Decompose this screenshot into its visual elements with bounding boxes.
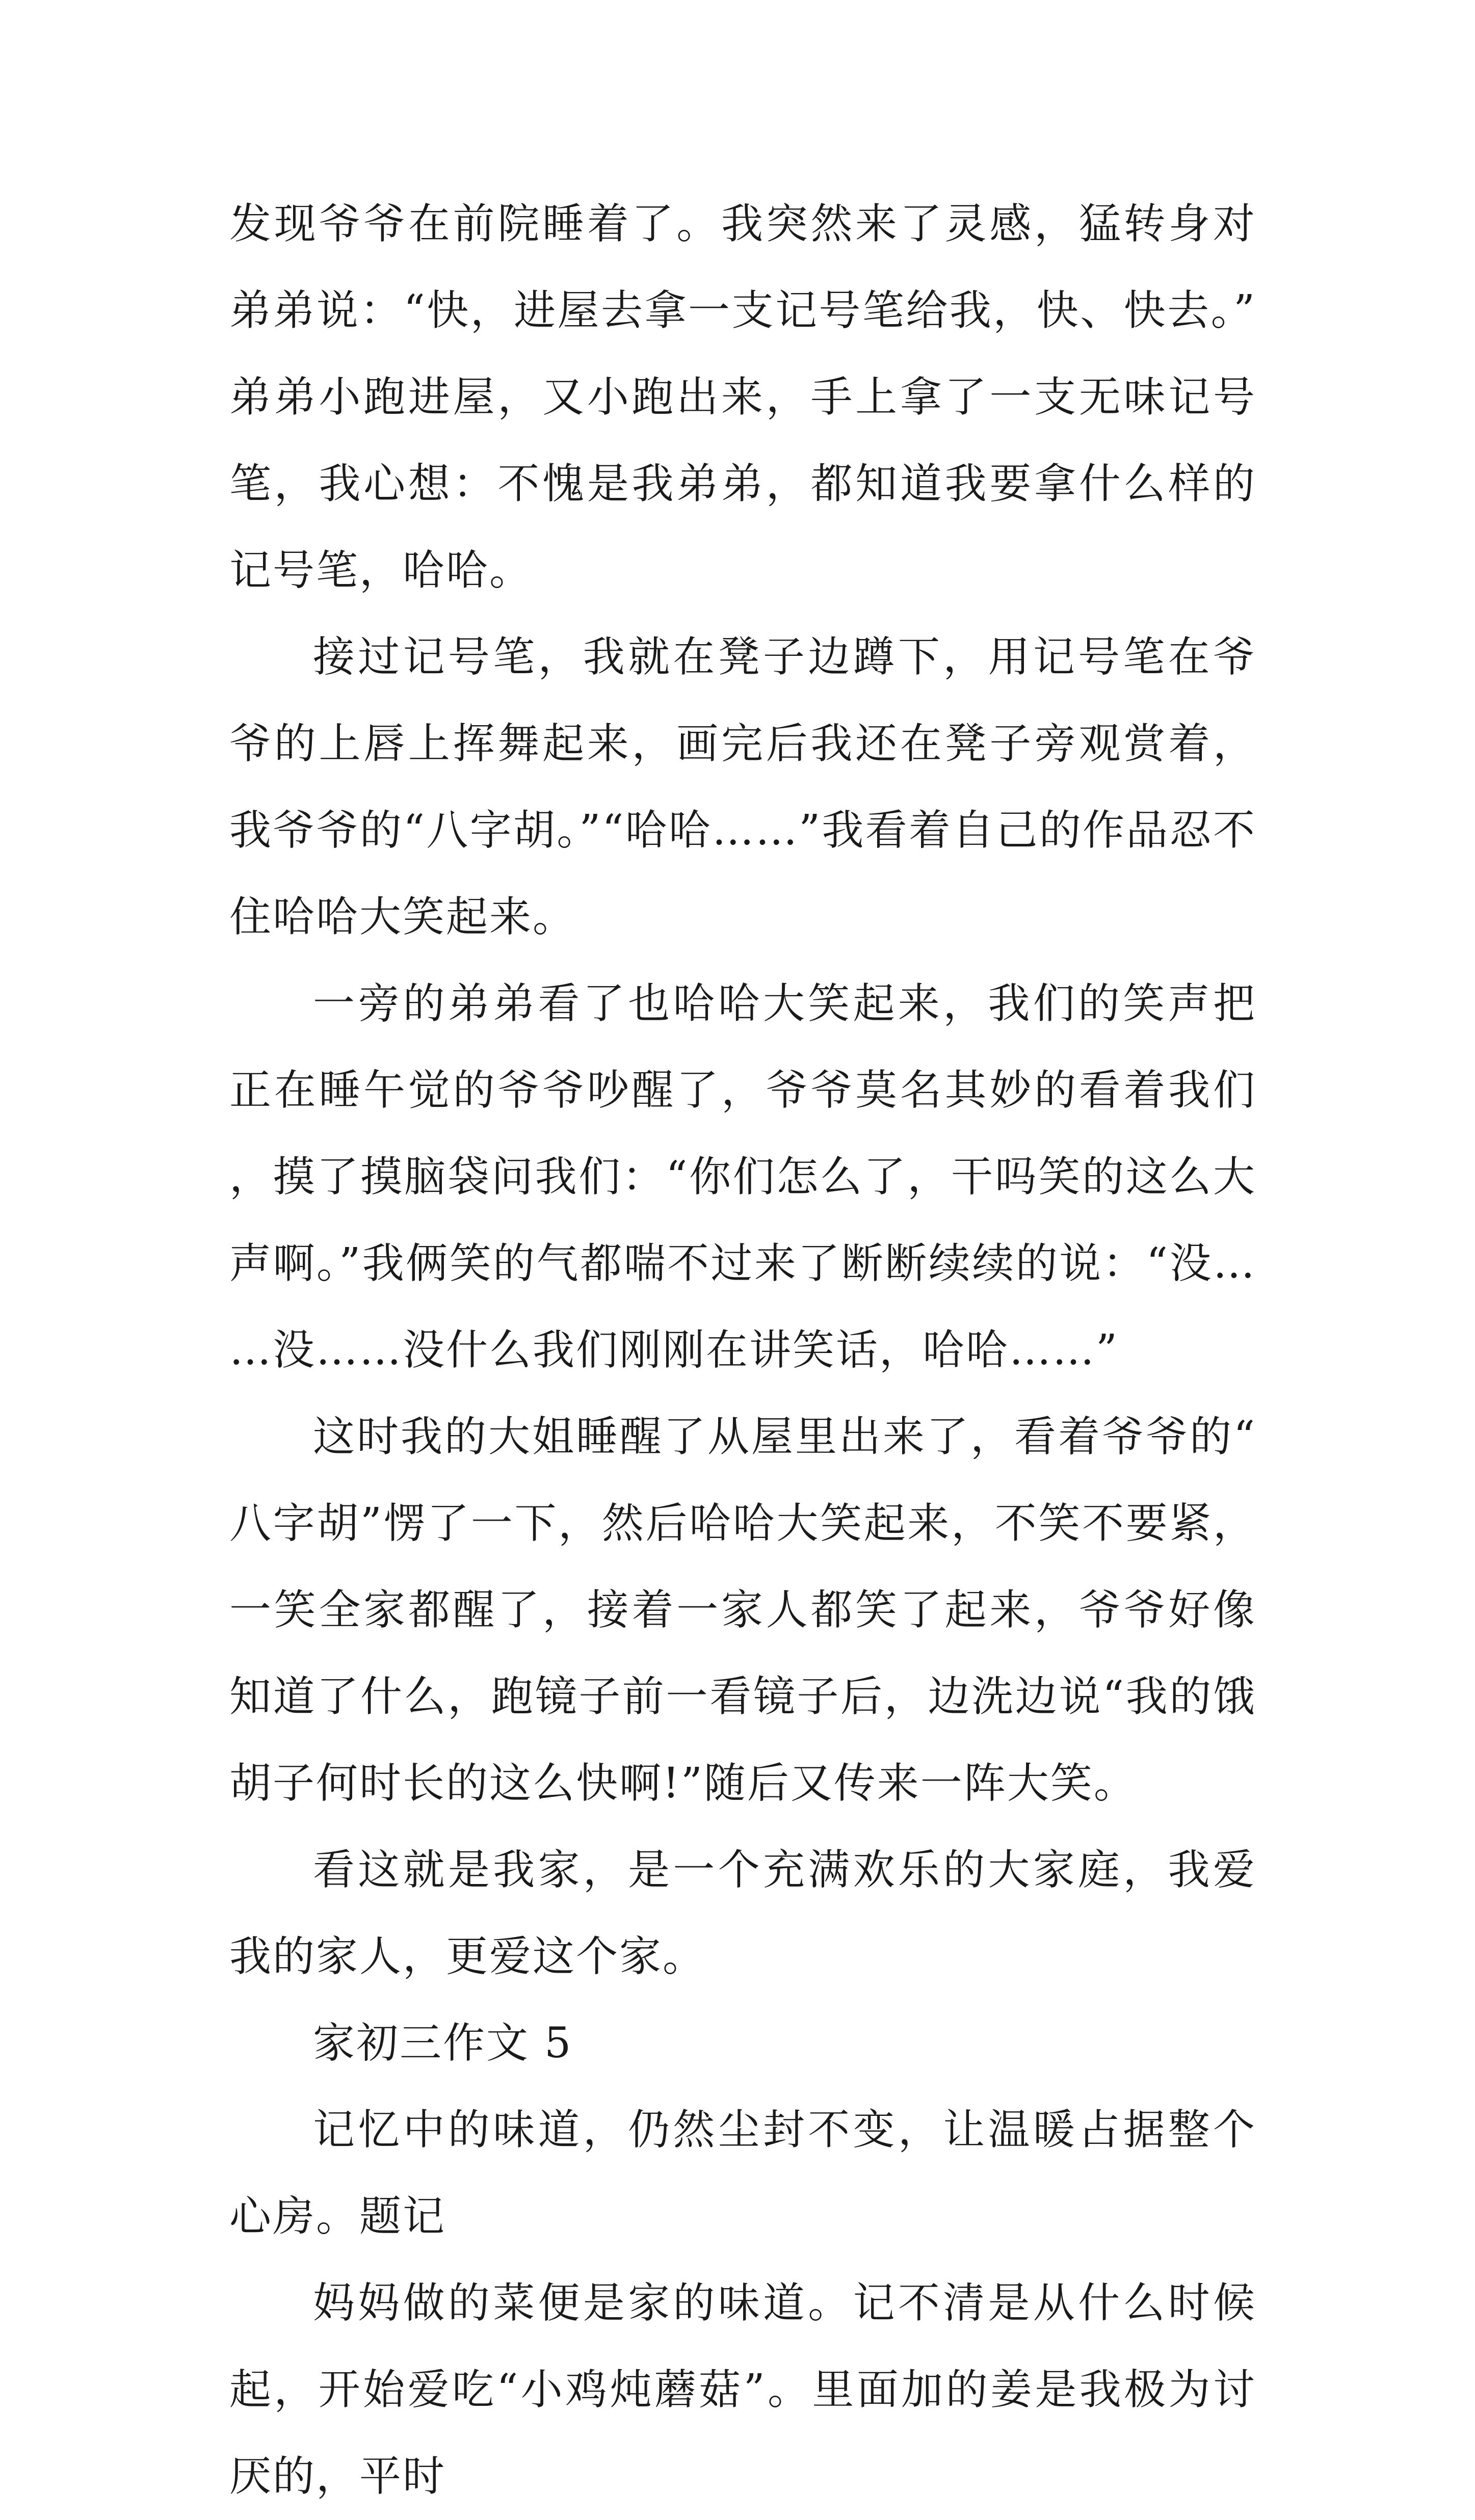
epigraph: 记忆中的味道，仍然尘封不变，让温暖占据整个心房。题记 (229, 2106, 1256, 2241)
paragraph: 这时我的大姐睡醒了从屋里出来了，看着爷爷的“八字胡”愣了一下，然后哈哈大笑起来，不笑不要紧，一笑全家都醒了，接着一家人都笑了起来，爷爷好像知道了什么，跑镜子前一看镜子后，边洗边说“我的饿胡子何时长的这么快啊!”随后又传来一阵大笑。 (229, 1413, 1256, 1808)
paragraph: 妈妈做的菜便是家的味道。记不清是从什么时候起，开始爱吃“小鸡炖蘑菇”。里面加的姜是我极为讨厌的，平时 (229, 2279, 1256, 2501)
paragraph: 一旁的弟弟看了也哈哈大笑起来，我们的笑声把正在睡午觉的爷爷吵醒了，爷爷莫名其妙的看着我们，摸了摸脑袋问我们：“你们怎么了，干吗笑的这么大声啊。”我俩笑的气都喘不过来了断断续续的说：“没……没……没什么我们刚刚在讲笑话，哈哈……” (229, 979, 1256, 1374)
paragraph-continuation: 发现爷爷在前院睡着了。我突然来了灵感，猛转身对弟弟说：“快，进屋去拿一支记号笔给我，快、快去。”弟弟小跑进屋，又小跑出来，手上拿了一支无味记号笔，我心想：不愧是我弟弟，都知道我要拿什么样的记号笔，哈哈。 (229, 200, 1256, 595)
paragraph: 接过记号笔，我就在凳子边蹲下，用记号笔在爷爷的上唇上挥舞起来，画完后我还在凳子旁观赏着，我爷爷的“八字胡。”“哈哈……”我看着自己的作品忍不住哈哈大笑起来。 (229, 633, 1256, 941)
document-body (229, 181, 1256, 2520)
paragraph: 看这就是我家，是一个充满欢乐的大家庭，我爱我的家人，更爱这个家。 (229, 1846, 1256, 1981)
section-heading: 家初三作文 5 (313, 2019, 573, 2067)
